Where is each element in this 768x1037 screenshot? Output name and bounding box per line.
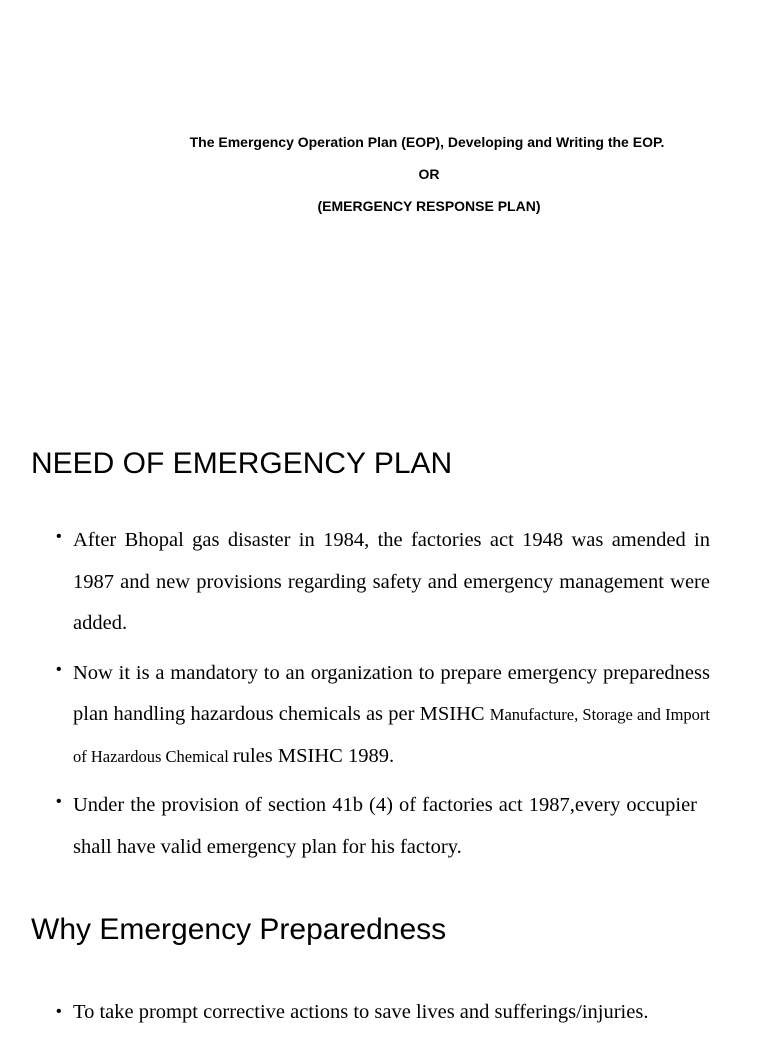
title-separator-or: OR (418, 166, 440, 182)
list-item-text: To take prompt corrective actions to save lives and sufferings/injuries. (73, 1001, 649, 1023)
bullet-icon: • (56, 793, 62, 810)
list-item-text: Under the provision of section 41b (4) of factories act 1987,every occupier shall have valid emergency plan for his factory. (73, 794, 697, 858)
document-subtitle: (EMERGENCY RESPONSE PLAN) (317, 198, 541, 214)
need-bullet-list (56, 520, 710, 876)
list-item (56, 520, 710, 645)
bullet-icon: • (56, 660, 62, 678)
bullet-icon: • (56, 528, 62, 545)
list-item (56, 653, 710, 778)
list-item-text-small: Manufacture, Storage and Import of Hazardous Chemical (73, 705, 710, 766)
list-item-text: Now it is a mandatory to an organization to prepare emergency preparedness plan handling hazardous chemicals as per MSIHC (73, 661, 710, 725)
section-heading-why-emergency-preparedness: Why Emergency Preparedness (31, 913, 447, 946)
bullet-icon: • (56, 1003, 62, 1020)
list-item-text-end: rules MSIHC 1989. (232, 744, 395, 767)
section-heading-need-of-emergency-plan: NEED OF EMERGENCY PLAN (31, 447, 453, 480)
list-item-text: After Bhopal gas disaster in 1984, the factories act 1948 was amended in 1987 and new provisions regarding safety and emergency management were added. (73, 529, 710, 634)
why-bullet-list (56, 995, 710, 1037)
list-item (56, 785, 697, 868)
document-title: The Emergency Operation Plan (EOP), Developing and Writing the EOP. (189, 134, 665, 150)
